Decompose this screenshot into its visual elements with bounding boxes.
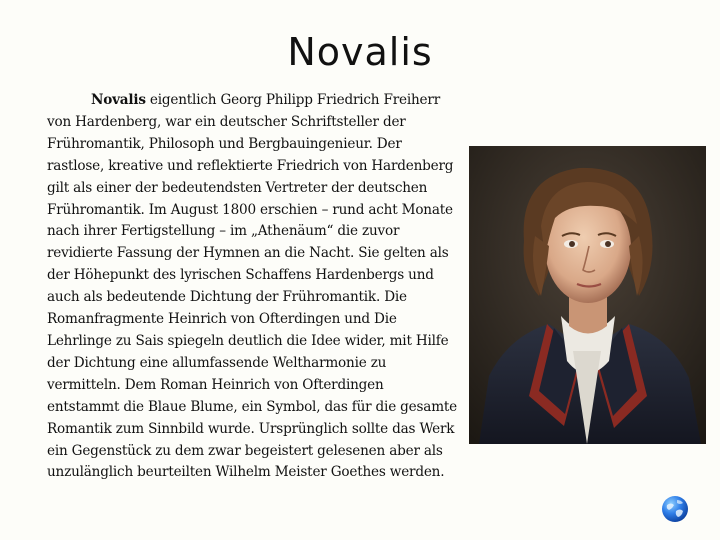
globe-icon	[660, 494, 690, 524]
portrait-illustration	[469, 146, 706, 444]
paragraph-lead: Novalis	[91, 92, 146, 108]
paragraph-text: eigentlich Georg Philipp Friedrich Freiherr von Hardenberg, war ein deutscher Schriftsteller der Frühromantik, Philosoph und Bergbauingenieur. Der rastlose, kreative und reflektierte Friedrich von Hardenberg gilt als einer der bedeutendsten Vertreter der deutschen Frühromantik. Im August 1800 erschien – rund acht Monate nach ihrer Fertigstellung – im „Athenäum“ die zuvor revidierte Fassung der Hymnen an die Nacht. Sie gelten als der Höhepunkt des lyrischen Schaffens Hardenbergs und auch als bedeutende Dichtung der Frühromantik. Die Romanfragmente Heinrich von Ofterdingen und Die Lehrlinge zu Sais spiegeln deutlich die Idee wider, mit Hilfe der Dichtung eine allumfassende Weltharmonie zu vermitteln. Dem Roman Heinrich von Ofterdingen entstammt die Blaue Blume, ein Symbol, das für die gesamte Romantik zum Sinnbild wurde. Ursprünglich sollte das Werk ein Gegenstück zu dem zwar begeistert gelesenen aber als unzulänglich beurteilten Wilhelm Meister Goethes werden.	[47, 92, 457, 481]
globe-navigation-icon[interactable]	[660, 494, 690, 524]
body-paragraph	[47, 90, 457, 484]
slide-title: Novalis	[287, 30, 433, 74]
portrait-image	[469, 146, 706, 444]
